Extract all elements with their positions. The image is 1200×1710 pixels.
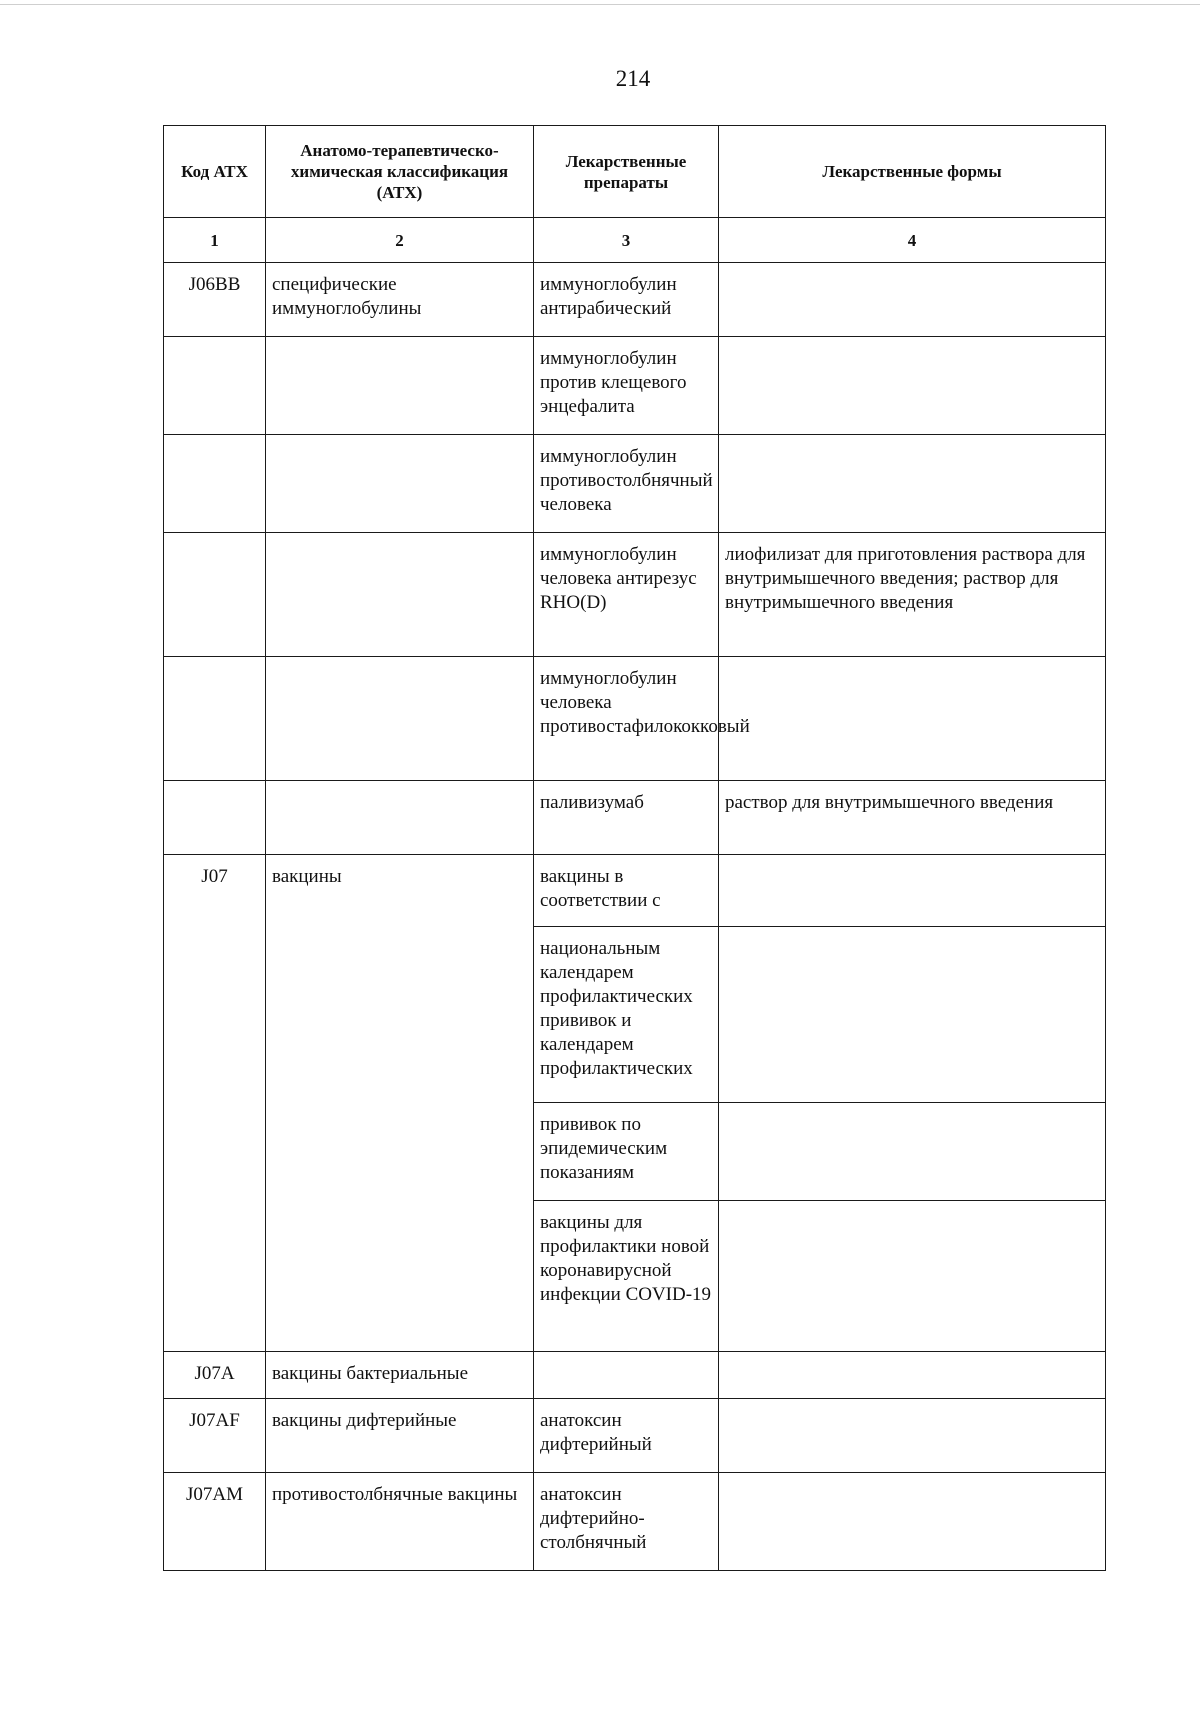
drug-cell: иммуноглобулин противостолбнячный человека: [534, 435, 719, 533]
table-column-numbers-row: [164, 218, 1106, 263]
dosage-form-cell: [719, 337, 1106, 435]
dosage-form-cell: [719, 927, 1106, 1103]
drug-cell: иммуноглобулин антирабический: [534, 263, 719, 337]
classification-cell: [266, 657, 534, 781]
drug-cell: вакцины для профилактики новой коронавирусной инфекции COVID-19: [534, 1201, 719, 1352]
classification-cell: [266, 337, 534, 435]
table-row: [164, 1473, 1106, 1571]
atx-code-cell: [164, 337, 266, 435]
drug-cell: [534, 1352, 719, 1399]
atx-code-cell: J07: [164, 855, 266, 1352]
dosage-form-cell: [719, 1352, 1106, 1399]
dosage-form-cell: [719, 1103, 1106, 1201]
table-row: [164, 855, 1106, 927]
scan-edge-line: [0, 4, 1200, 5]
classification-cell: [266, 435, 534, 533]
table-row: [164, 1399, 1106, 1473]
drug-cell: иммуноглобулин человека антирезус RHO(D): [534, 533, 719, 657]
drug-cell: анатоксин дифтерийно-столбнячный: [534, 1473, 719, 1571]
classification-cell: вакцины бактериальные: [266, 1352, 534, 1399]
page-number: 214: [615, 66, 651, 91]
drug-cell: национальным календарем профилактических прививок и календарем профилактических: [534, 927, 719, 1103]
header-atx-classification: Анатомо-терапевтическо-химическая классификация (АТХ): [266, 126, 534, 218]
table-header-row: [164, 126, 1106, 218]
atx-code-cell: J07A: [164, 1352, 266, 1399]
table-row: [164, 657, 1106, 781]
column-number: 1: [164, 218, 266, 263]
classification-cell: [266, 533, 534, 657]
classification-cell: вакцины: [266, 855, 534, 1352]
table-row: [164, 435, 1106, 533]
dosage-form-cell: раствор для внутримышечного введения: [719, 781, 1106, 855]
table-row: [164, 533, 1106, 657]
dosage-form-cell: [719, 855, 1106, 927]
dosage-form-cell: [719, 1399, 1106, 1473]
drug-cell: иммуноглобулин против клещевого энцефалита: [534, 337, 719, 435]
table-row: [164, 1352, 1106, 1399]
atx-code-cell: J07AF: [164, 1399, 266, 1473]
drug-cell: прививок по эпидемическим показаниям: [534, 1103, 719, 1201]
classification-cell: [266, 781, 534, 855]
drug-cell: вакцины в соответствии с: [534, 855, 719, 927]
dosage-form-cell: лиофилизат для приготовления раствора для внутримышечного введения; раствор для внутримышечного введения: [719, 533, 1106, 657]
header-atx-code: Код АТХ: [164, 126, 266, 218]
atx-code-cell: [164, 533, 266, 657]
atx-code-cell: J07AM: [164, 1473, 266, 1571]
classification-cell: вакцины дифтерийные: [266, 1399, 534, 1473]
dosage-form-cell: [719, 263, 1106, 337]
table-row: [164, 263, 1106, 337]
dosage-form-cell: [719, 435, 1106, 533]
table-row: [164, 337, 1106, 435]
classification-cell: специфические иммуноглобулины: [266, 263, 534, 337]
dosage-form-cell: [719, 657, 1106, 781]
table-row: [164, 781, 1106, 855]
column-number: 3: [534, 218, 719, 263]
column-number: 4: [719, 218, 1106, 263]
dosage-form-cell: [719, 1201, 1106, 1352]
drug-cell: иммуноглобулин человека противостафилококковый: [534, 657, 719, 781]
atx-code-cell: J06BB: [164, 263, 266, 337]
atx-drug-table: [163, 125, 1106, 1571]
header-drugs: Лекарственные препараты: [534, 126, 719, 218]
atx-code-cell: [164, 781, 266, 855]
drug-cell: анатоксин дифтерийный: [534, 1399, 719, 1473]
header-dosage-forms: Лекарственные формы: [719, 126, 1106, 218]
atx-code-cell: [164, 657, 266, 781]
classification-cell: противостолбнячные вакцины: [266, 1473, 534, 1571]
atx-code-cell: [164, 435, 266, 533]
dosage-form-cell: [719, 1473, 1106, 1571]
column-number: 2: [266, 218, 534, 263]
drug-cell: паливизумаб: [534, 781, 719, 855]
